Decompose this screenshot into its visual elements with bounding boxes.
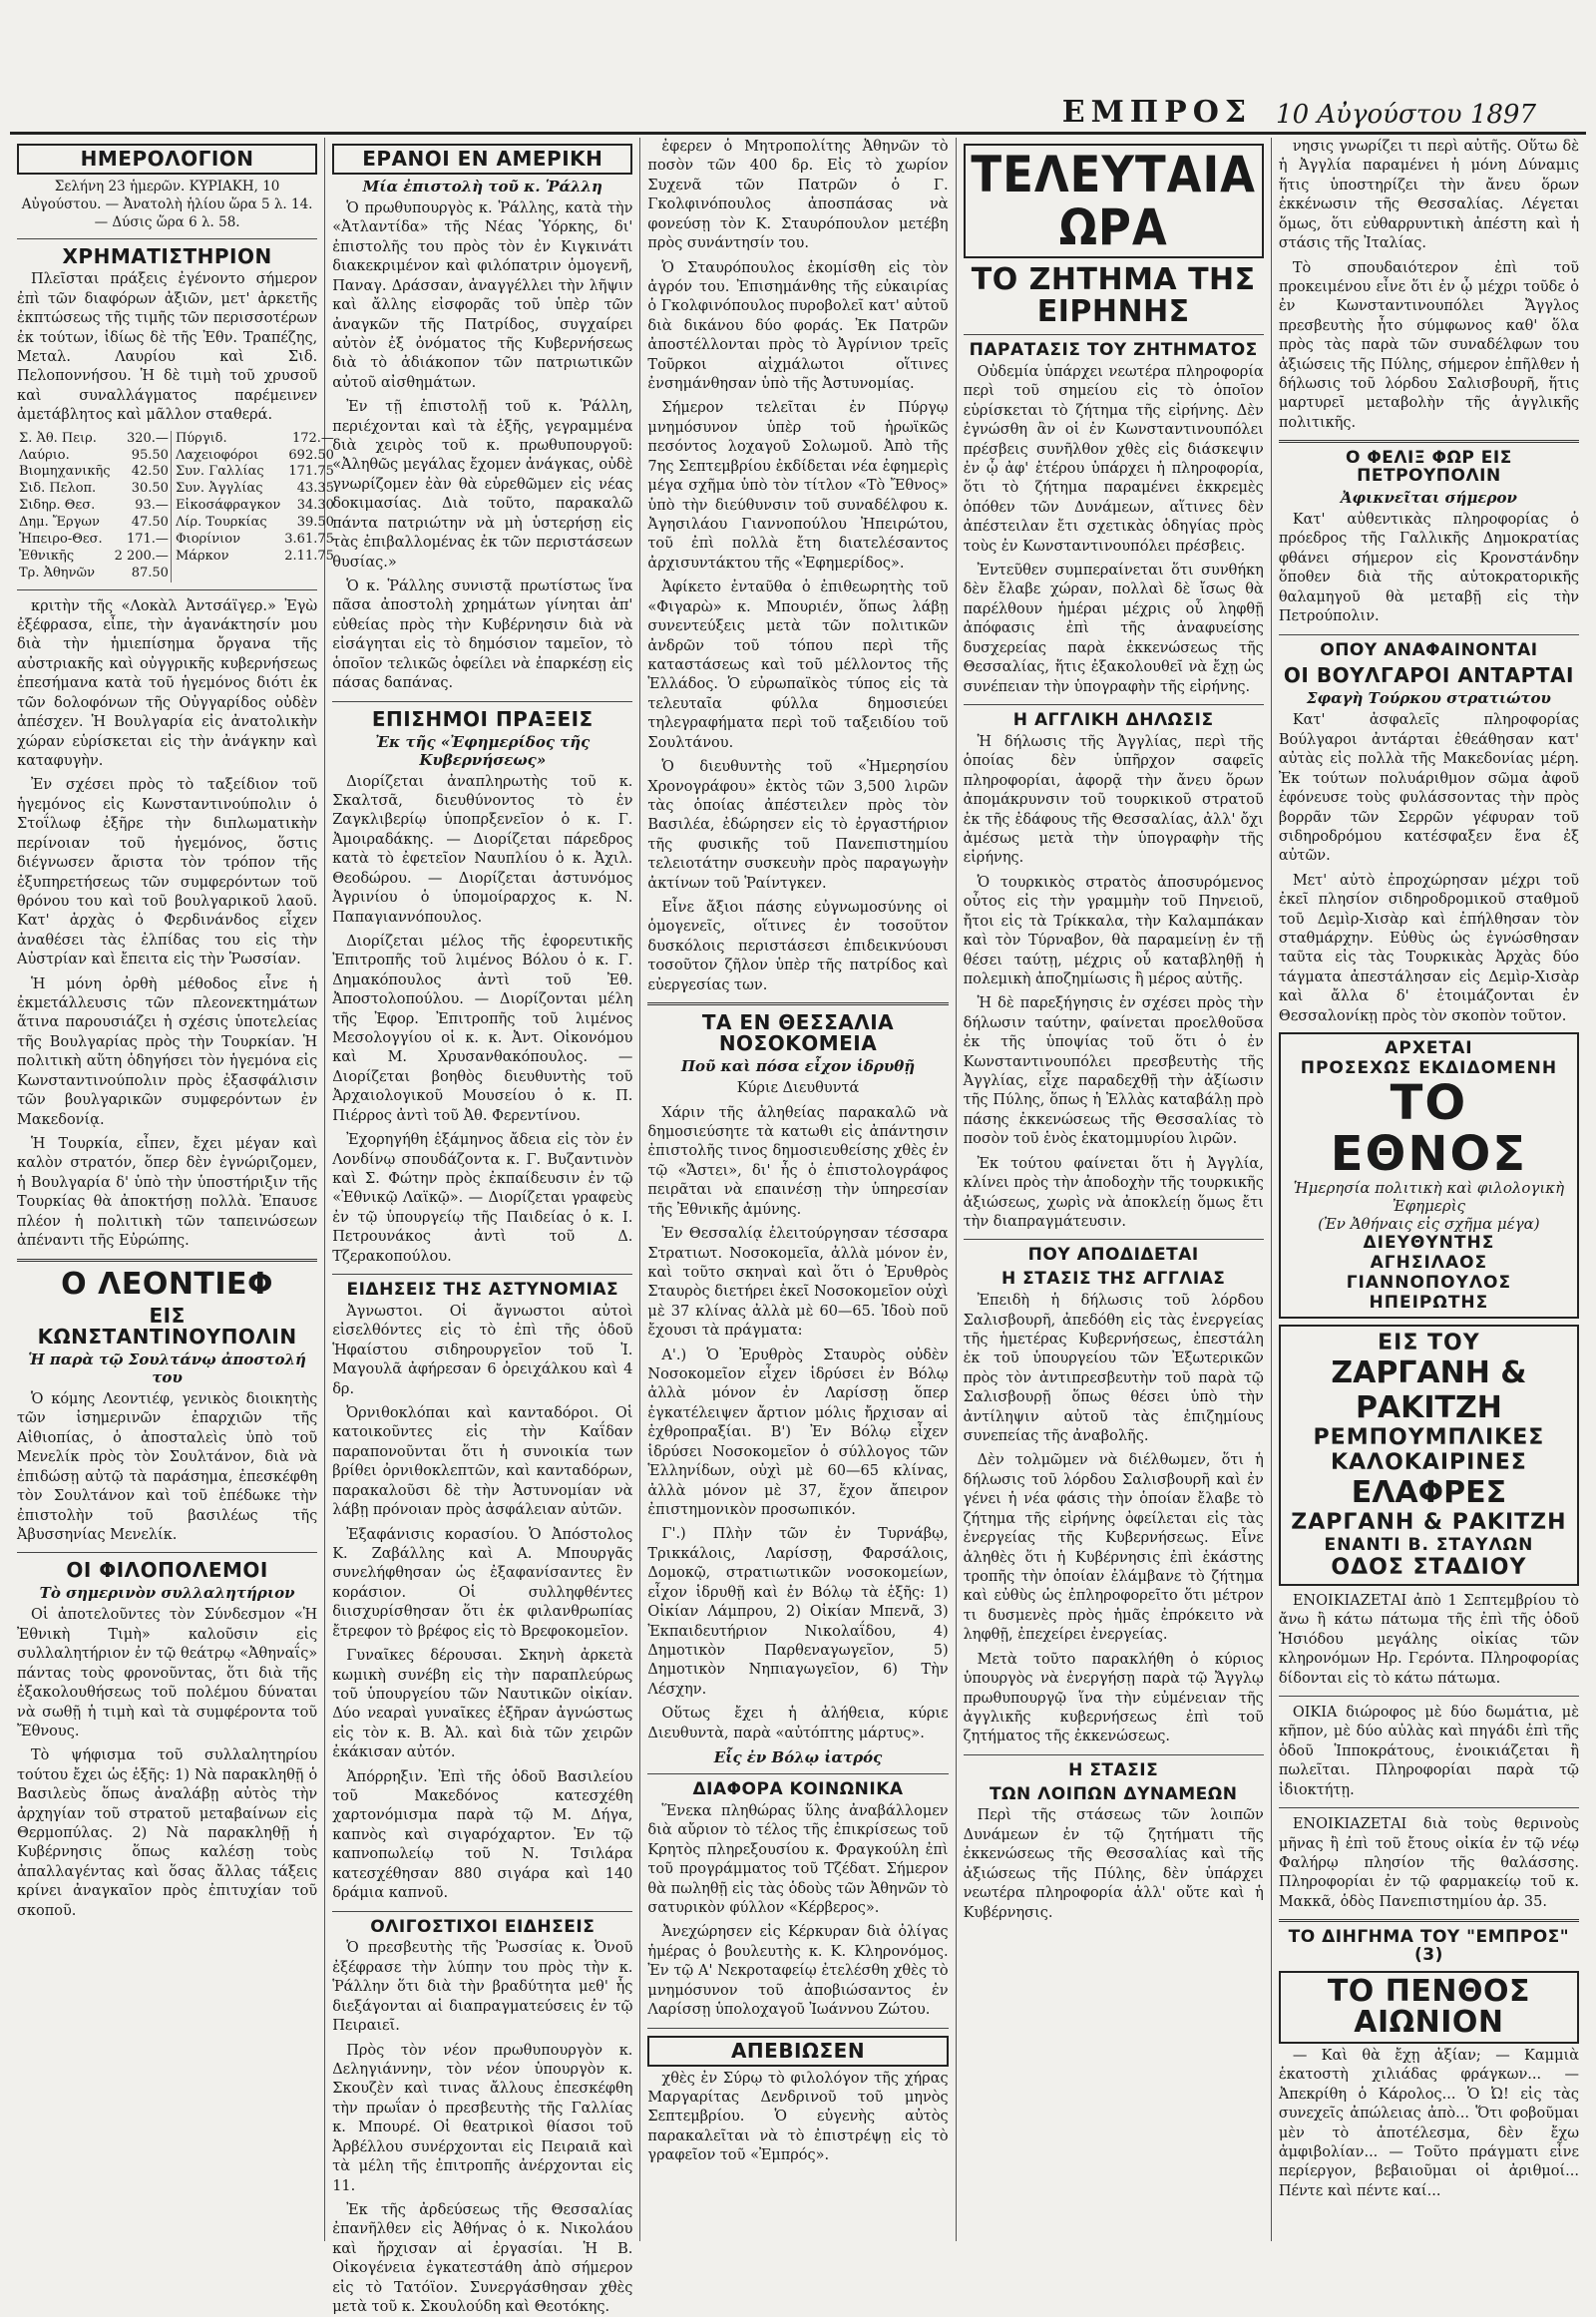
price-value: 2.11.75 [284,548,334,564]
article-text: Ἡ δὲ παρεξήγησις ἐν σχέσει πρὸς τὴν δήλωσιν ταύτην, φαίνεται προελθοῦσα ἐκ τῆς ὑποψίας τοῦ ὅτι ὁ ἐν Κωνσταντινουπόλει πρεσβευτὴς τῆς Ἀγγλίας, εἶχε παραδεχθῇ τὴν ἀξίωσιν τῆς Πύλης, ὅπως ἡ Ἑλλὰς καταβάλῃ πρὸ πάσης ἐκκενώσεως τῆς Θεσσαλίας τὸ ποσὸν τοῦ ἑνὸς ἑκατομμυρίου λιρῶν. [963,995,1264,1148]
police-heading: ΕΙΔΗΣΕΙΣ ΤΗΣ ΑΣΤΥΝΟΜΙΑΣ [346,1280,619,1301]
faure-heading: Ο ΦΕΛΙΞ ΦΩΡ ΕΙΣ ΠΕΤΡΟΥΠΟΛΙΝ [1345,448,1512,487]
article-text: Ἡ δήλωσις τῆς Ἀγγλίας, περὶ τῆς ὁποίας δὲν ὑπῆρχον σαφεῖς πληροφορίαι, ἀφορᾷ τὴν ἄνευ ὅρων ἀπομάκρυνσιν τοῦ τουρκικοῦ στρατοῦ ἐκ τῆς ἐδάφους τῆς Θεσσαλίας, ἀλλ' ὄχι ἀμέσως μετὰ τὴν ὑπογραφὴν τῆς εἰρήνης. [963,733,1264,867]
divider [1279,440,1579,443]
article-text: — Καὶ θὰ ἔχῃ ἀξίαν; — Καμμιὰ ἑκατοστὴ χιλιάδας φράγκων... — Ἀπεκρίθη ὁ Κάρολος... Ὁ Ὠ! εἰς τὰς συνεχεῖς ἀπώλειας ἀπὸ... Ὅτι φοβοῦμαι μὲν τὸ ἀποτέλεσμα, δὲν ἔχω ἀμφιβολίαν... — Τοῦτο πράγματι εἶνε περίεργον, βεβαιοῦμαι οἱ ἀριθμοί... Πέντε καὶ πέντε καί... [1278,2047,1580,2199]
article-text: Γυναῖκες δέρουσαι. Σκηνὴ ἀρκετὰ κωμικὴ συνέβη εἰς τὴν παραπλεύρως τοῦ ὑπουργείου τῶν Ναυτικῶν οἰκίαν. Δύο νεαραὶ γυναῖκες ἐξῆραν ἀγνώστως εἰς τὸν κ. Β. Ἀλ. καὶ διὰ τῶν χειρῶν ἐκάκισαν αὐτόν. [332,1648,633,1761]
leontief-subheading: ΕΙΣ ΚΩΝΣΤΑΝΤΙΝΟΥΠΟΛΙΝ [37,1304,297,1350]
leontief-heading: Ο ΛΕΟΝΤΙΕΦ [61,1266,274,1302]
article-text: Δὲν τολμῶμεν νὰ διέλθωμεν, ὅτι ἡ δήλωσις τοῦ λόρδου Σαλισβουρῆ καὶ ἐν γένει ἡ νέα φάσις τὴν ὁποίαν ἔλαβε τὸ ζήτημα τῆς εἰρήνης ὀφείλεται εἰς τὰς ἐνεργείας τῆς Κυβερνήσεως. Εἶνε ἀληθὲς ὅτι ἡ Κυβέρνησις ἐπὶ ἑκάστης τροπῆς τὴν ὁποίαν ἐλάμβανε τὸ ζήτημα καὶ εὐθὺς ὡς ἐπληροφορεῖτο ὅτι μέτρον τι δυσμενὲς πρὸς ἡμᾶς ἐπρόκειτο νὰ ληφθῇ, ἐπεχείρει ἐνεργείας. [963,1452,1264,1644]
price-value: 172.— [291,430,334,446]
price-name: Συν. Γαλλίας [171,464,282,481]
article-text: Πρὸς τὸν νέον πρωθυπουργὸν κ. Δεληγιάννην, τὸν νέον ὑπουργὸν κ. Σκουζὲν καὶ τινας ἄλλους ἐπεσκέφθη τὴν πρωΐαν ὁ πρεσβευτὴς τῆς Γαλλίας κ. Μπουρέ. Οἱ θεατρικοὶ θίασοι τοῦ Ἀρβέλλου συνέρχονται εἰς Πειραιᾶ καὶ τὰ μέλη τῆς ἐπιτροπῆς ἀνέρχονται εἰς 11. [332,2042,633,2194]
article-text: Ἡ Τουρκία, εἶπεν, ἔχει μέγαν καὶ καλὸν στρατόν, ὅπερ δὲν ἐγνώριζομεν, ἡ Βουλγαρία δ' ὑπὸ τὴν ὑποστήριξιν τῆς Τουρκίας θὰ ἀποκτήσῃ πολλὰ. Ἐπαυσε πλέον ἡ πολιτικὴ τῶν ταπεινώσεων ἀπέναντι τῆς Εὐρώπης. [17,1136,318,1250]
article-text: Ἐν Θεσσαλίᾳ ἐλειτούργησαν τέσσαρα Στρατιωτ. Νοσοκομεῖα, ἀλλὰ μόνον ἐν, καὶ τοῦτο σκηναὶ καὶ ὅτι ὁ Ἐρυθρὸς Σταυρὸς διετήρει ἐκεῖ Νοσοκομεῖον οὐχὶ μὲ 37 κλίνας ἀλλὰ μὲ 60—65. Ἰδοὺ ποῦ ἔχουσι τὰ πράγματα: [647,1226,949,1340]
divider [1279,1919,1579,1922]
eranoi-heading: ΕΡΑΝΟΙ ΕΝ ΑΜΕΡΙΚΗ [332,144,632,175]
article-text: Ὀρνιθοκλόπαι καὶ κανταδόροι. Οἱ κατοικοῦντες εἰς τὴν Καΐδαν παραπονοῦνται ὅτι ἡ συνοικία των βρίθει ὀρνιθοκλεπτῶν, καὶ κανταδόρων, παρακαλοῦσι δὲ τὴν Ἀστυνομίαν νὰ λάβῃ πρόνοιαν πρὸς ἀσφάλειαν αὐτῶν. [332,1405,633,1519]
price-value: 87.50 [131,565,169,580]
ad-line: ΖΑΡΓΑΝΗ & ΡΑΚΙΤΖΗ [1291,1509,1567,1535]
divider [17,238,317,239]
price-value: 93.— [135,498,169,514]
article-text: Οἱ ἀποτελοῦντες τὸν Σύνδεσμον «Ἡ Ἐθνικὴ Τιμὴ» καλοῦσιν εἰς συλλαλητήριον ἐν τῷ θεάτρῳ «Ἀθηναΐς» πάντας τοὺς φρονοῦντας, ὅτι διὰ τῆς ἐξακολουθήσεως τοῦ πολέμου δύναται νὰ σωθῇ ἡ τιμὴ καὶ τὰ συμφέροντα τοῦ Ἔθνους. [17,1607,318,1739]
official-deck: Ἐκ τῆς «Ἐφημερίδος τῆς Κυβερνήσεως» [375,732,591,769]
classified-ad: ΟΙΚΙΑ διώροφος μὲ δύο δωμάτια, μὲ κῆπον, μὲ δύο αὐλὰς καὶ πηγάδι ἐπὶ τῆς ὁδοῦ Ἱπποκράτους, ἐνοικιάζεται ἢ πωλεῖται. Πληροφορίαι παρὰ τῷ ἰδιοκτήτῃ. [1278,1705,1580,1798]
peace-heading: ΤΟ ΖΗΤΗΜΑ ΤΗΣ ΕΙΡΗΝΗΣ [971,262,1256,329]
price-name: Λαύριο. [19,447,70,463]
article-text: Κατ' ἀσφαλεῖς πληροφορίας Βούλγαροι ἀντάρται ἐθεάθησαν κατ' αὐτὰς εἰς πολλὰ τῆς Μακεδονίας μέρη. Ἐκ τούτων πολυάριθμον σῶμα ἀφοῦ ἐφόνευσε τοὺς φυλάσσοντας τὴν πρὸς βορρᾶν τῶν Σερρῶν γέφυραν τοῦ σιδηροδρόμου κατέσφαξεν ἕνα ἐξ αὐτῶν. [1278,712,1580,865]
price-value: 39.50 [296,515,334,531]
ad-line: ΟΔΟΣ ΣΤΑΔΙΟΥ [1331,1554,1527,1580]
eranoi-deck: Μία ἐπιστολὴ τοῦ κ. Ῥάλλη [362,178,602,195]
price-name: Πύργιδ. [171,431,282,448]
ad-line: (Ἐν Ἀθήναις εἰς σχῆμα μέγα) [1318,1214,1540,1233]
ad-line: ΗΠΕΙΡΩΤΗΣ [1369,1292,1489,1313]
ad-line: Ἡμερησία πολιτικὴ καὶ φιλολογικὴ Ἐφημερὶς [1293,1178,1565,1215]
article-text: Ὁ διευθυντὴς τοῦ «Ἡμερησίου Χρονογράφου» ἐκτὸς τῶν 3,500 λιρῶν τὰς ὁποίας ἀπέστειλεν πρὸς τὸν Βασιλέα, ἐδώρησεν εἰς τὸ ἐργαστήριον τῆς φυσικῆς τοῦ Πανεπιστημίου τελειοτάτην συσκευὴν πρὸς παραγωγὴν ἀκτίνων τοῦ Ῥαίντγκεν. [647,759,949,892]
price-name [171,566,282,582]
bulgar-subheading: ΟΙ ΒΟΥΛΓΑΡΟΙ ΑΝΤΑΡΤΑΙ [1283,663,1574,688]
last-hour-heading: ΤΕΛΕΥΤΑΙΑ ΩΡΑ [964,144,1264,258]
price-value: 30.50 [131,481,169,497]
price-name: Τρ. Ἀθηνῶν [19,565,95,580]
stasis-heading: Η ΣΤΑΣΙΣ [1068,1759,1159,1780]
article-text: Ὁ πρωθυπουργὸς κ. Ῥάλλης, κατὰ τὴν «Ἀτλαντίδα» τῆς Νέας Ὑόρκης, δι' ἐπιστολῆς του πρὸς τὸν ἐν Κιγκινάτι διακεκριμένον καὶ φιλόπατριν ὁμογενῆ, Παναγ. Δράσσαν, ἀναγγέλλει τὴν λῆψιν καὶ ἄλλης εἰσφορᾶς τοῦ ὑπὲρ τῶν ἀναγκῶν τῆς Πατρίδος, συγχαίρει αὐτὸν ἐξ ὀνόματος τῆς Κυβερνήσεως διὰ τὸ ἀδιάκοπον τῶν πατριωτικῶν αὐτοῦ αἰσθημάτων. [332,200,633,391]
divider [17,1552,317,1553]
price-value: 3.61.75 [284,531,334,547]
ad-line: ΚΑΛΟΚΑΙΡΙΝΕΣ [1330,1449,1527,1475]
article-text: χθὲς ἐν Σύρῳ τὸ φιλολόγον τῆς χήρας Μαργαρίτας Δενδρινοῦ τοῦ μηνὸς Σεπτεμβρίου. Ὁ εὐγενὴς αὐτὸς παρακαλεῖται νὰ τὸ ἐπιστρέψῃ εἰς τὸ γραφεῖον τοῦ «Ἐμπρός». [647,2070,949,2164]
article-text: Τὸ ψήφισμα τοῦ συλλαλητηρίου τούτου ἔχει ὡς ἑξῆς: 1) Νὰ παρακληθῇ ὁ Βασιλεὺς ὅπως ἀναλάβῃ αὐτὸς τὴν ἀρχηγίαν τοῦ στρατοῦ μεταβαίνων εἰς Θερμοπύλας. 2) Νὰ παρακληθῇ ἡ Κυβέρνησις ὅπως καλέσῃ τοὺς ἀπαλλαγέντας καὶ ὅσας ἄλλας τάξεις κρίνει ἀναγκαῖον πρὸς ἐπιτυχίαν τοῦ σκοποῦ. [17,1747,318,1919]
price-value: 47.50 [131,515,169,531]
article-text: ἐφερεν ὁ Μητροπολίτης Ἀθηνῶν τὸ ποσὸν τῶν 400 δρ. Εἰς τὸ χωρίον Συχενᾶ τῶν Πατρῶν ὁ Γ. Γκολφινόπουλος ἀποσπάσας νὰ φονεύσῃ τὸν Κ. Σταυρόπουλον μετέβη πρὸς συνάντησίν του. [647,139,949,252]
divider [332,1911,632,1912]
article-text: Εἶνε ἄξιοι πάσης εὐγνωμοσύνης οἱ ὁμογενεῖς, οἵτινες ἐν τοσοῦτον δυσκόλοις περιστάσεσι ἐπιδεικνύουσι τοσοῦτον ζῆλον ὑπὲρ τῆς πατρίδος καὶ εὐεργεσίας των. [647,900,949,993]
ad-line: ΠΡΟΣΕΧΩΣ ΕΚΔΙΔΟΜΕΝΗ [1300,1058,1558,1079]
price-name: Ἠπειρο-Θεσ. [19,531,103,547]
article-text: Διορίζεται μέλος τῆς ἐφορευτικῆς Ἐπιτροπῆς τοῦ λιμένος Βόλου ὁ κ. Γ. Δημακόπουλος ἀντὶ τοῦ Ἐθ. Ἀποστολοπούλου. — Διορίζονται μέλη τῆς Ἐφορ. Ἐπιτροπῆς τοῦ λιμένος Μεσολογγίου οἱ κ. κ. Ἀντ. Οἰκονόμου καὶ Μ. Χρυσανθακόπουλος. — Διορίζεται βοηθὸς διευθυντὴς τοῦ Ἀρχαιολογικοῦ Μουσείου ὁ κ. Π. Πιέρρος ἀντὶ τοῦ Ἀθ. Φερεντίνου. [332,933,633,1124]
article-text: Ἀπόρρηξιν. Ἐπὶ τῆς ὁδοῦ Βασιλείου τοῦ Μακεδόνος κατεσχέθη χαρτονόμισμα παρὰ τῷ Μ. Δήγα, καπνὸς καὶ σιγαρόχαρτον. Ἐν τῷ καπνοπωλείῳ τοῦ Ν. Τσιλάρα κατεσχέθησαν 880 σιγάρα καὶ 140 δράμια καπνοῦ. [332,1768,633,1902]
masthead [200,92,1536,130]
ad-line: ΕΙΣ ΤΟΥ [1378,1330,1480,1355]
column-4 [957,138,1272,2241]
death-notice-heading: ΑΠΕΒΙΩΣΕΝ [647,2036,948,2067]
faure-deck: Ἀφικνεῖται σήμερον [1340,489,1517,508]
article-text: νησις γνωρίζει τι περὶ αὐτῆς. Οὕτω δὲ ἡ Ἀγγλία παραμένει ἡ μόνη Δύναμις ἥτις ὑποστηρίζει τὴν ἄνευ ὅρων ἐκκένωσιν τῆς Θεσσαλίας. Λέγεται ὅμως, ὅτι εὐθαρρυντικὴ ἀπέστη καὶ ἡ στάσις τῆς Ἰταλίας. [1278,139,1580,252]
price-value: 43.35 [296,481,334,497]
story-title: ΤΟ ΠΕΝΘΟΣ ΑΙΩΝΙΟΝ [1279,1971,1579,2044]
columns [10,138,1586,2316]
calendar-text: Σελήνη 23 ἡμερῶν. ΚΥΡΙΑΚΗ, 10 Αὐγούστου. — Ἀνατολὴ ἡλίου ὥρα 5 λ. 14. — Δύσις ὥρα 6 λ. 58. [21,179,313,231]
divider [17,589,317,590]
classified-ad: ΕΝΟΙΚΙΑΖΕΤΑΙ ἀπὸ 1 Σεπτεμβρίου τὸ ἄνω ἢ κάτω πάτωμα τῆς ἐπὶ τῆς ὁδοῦ Ἡσιόδου μεγάλης οἰκίας τῶν κληρονόμων Ηρ. Γερόντα. Πληροφορίας δίδονται εἰς τὸ κάτω πάτωμα. [1278,1592,1580,1687]
article-text: Γ'.) Πλὴν τῶν ἐν Τυρνάβῳ, Τρικκάλοις, Λαρίσσῃ, Φαρσάλοις, Δομοκῷ, στρατιωτικῶν νοσοκομείων, εἶχον ἱδρυθῇ καὶ ἐν Βόλῳ τὰ ἑξῆς: 1) Οἰκίαν Λάμπρου, 2) Οἰκίαν Μπενᾶ, 3) Ἐκπαιδευτήριον Νικολαΐδου, 4) Δημοτικὸν Παρθεναγωγεῖον, 5) Δημοτικὸν Νηπιαγωγεῖον, 6) Τὴν Λέσχην. [647,1526,949,1698]
article-text: Ἐν τῇ ἐπιστολῇ τοῦ κ. Ῥάλλη, περιέχονται καὶ τὰ ἑξῆς, γεγραμμένα διὰ χειρὸς τοῦ κ. πρωθυπουργοῦ: «Ἀληθῶς μεγάλας ἔχομεν ἀνάγκας, οὐδὲ γνωρίζομεν ἐὰν θὰ εὑρεθῶμεν εἰς νέας δοκιμασίας. Διὰ τοῦτο, παρακαλῶ πάντα πατριώτην νὰ μὴ ὑστερήσῃ εἰς τὰς ἐπιβαλλομένας ἐκ τῶν περιστάσεων θυσίας.» [332,399,633,571]
ad-line: ΑΓΗΣΙΛΑΟΣ ΓΙΑΝΝΟΠΟΥΛΟΣ [1346,1252,1512,1293]
price-row [17,549,336,566]
price-row [17,481,336,498]
article-text: Ὁ κ. Ῥάλλης συνιστᾷ πρωτίστως ἵνα πᾶσα ἀποστολὴ χρημάτων γίνηται ἀπ' εὐθείας πρὸς τὴν Κυβέρνησιν διὰ νὰ εἰσάγηται εἰς τὸ δημόσιον ταμεῖον, τὸ ὁποῖον τελικῶς ὀφείλει νὰ ἐπαρκέσῃ εἰς πάσας δαπάνας. [332,579,633,692]
price-value: 171.75 [288,464,334,480]
article-text: Ἀφίκετο ἐνταῦθα ὁ ἐπιθεωρητὴς τοῦ «Φιγαρὼ» κ. Μπουριέν, ὅπως λάβῃ συνεντεύξεις μετὰ τῶν πολιτικῶν ἀνδρῶν τοῦ τόπου περὶ τῆς καταστάσεως καὶ τοῦ μέλλοντος τῆς Ἑλλάδος. Ὁ εὐρωπαϊκὸς τύπος εἰς τὰ τελευταῖα φύλλα δημοσιεύει τηλεγραφήματα περὶ τοῦ ταξειδίου τοῦ Σουλτάνου. [647,579,949,751]
article-text: Ἀνεχώρησεν εἰς Κέρκυραν διὰ ὀλίγας ἡμέρας ὁ βουλευτὴς κ. Κ. Κληρονόμος. Ἐν τῷ Α' Νεκροταφείῳ ἐτελέσθη χθὲς τὸ μνημόσυνον τοῦ ἀποβιώσαντος ἐν Λαρίσσῃ ὑπολοχαγοῦ Ἰωάννου Ζώτου. [647,1924,949,2019]
article-text: Οὐδεμία ὑπάρχει νεωτέρα πληροφορία περὶ τοῦ σημείου εἰς τὸ ὁποῖον εὑρίσκεται τὸ ζήτημα τῆς εἰρήνης. Δὲν ἐγνώσθη ἂν οἱ ἐν Κωνσταντινουπόλει πρέσβεις συνῆλθον χθὲς εἰς διάσκεψιν ἐν ᾧ ἀφ' ἑτέρου ὑπάρχει ἡ πληροφορία, ὅτι τὸ ζήτημα παραμένει ἐκκρεμὲς ὁπόθεν τῶν Δυνάμεων, αἵτινες δὲν ἀπέστειλαν ἔτι σχετικὰς ὁδηγίας πρὸς τοὺς ἐν Κωνσταντινουπόλει πρέσβεις. [963,363,1264,555]
article-text: Ἐπειδὴ ἡ δήλωσις τοῦ λόρδου Σαλισβουρῆ, ἀπεδόθη εἰς τὰς ἐνεργείας τῆς ἡμετέρας Κυβερνήσεως, ἐπεστάλη ἐκ τοῦ ὑπουργείου τῶν Ἐξωτερικῶν πρὸς τὸν ἀντιπρεσβευτὴν τοῦ παρὰ τῷ Σαλισβουρῇ ὅπως θέσει ὑπὸ τὴν ἀντίληψιν αὐτοῦ τὰς ἐπιζημίους συνεπείας τῆς ἀναβολῆς. [963,1293,1264,1445]
price-name: Εἰκοσάφραγκον [171,498,282,515]
divider [1279,1696,1579,1697]
english-heading: Η ΑΓΓΛΙΚΗ ΔΗΛΩΣΙΣ [1012,710,1214,731]
article-text: Ἐντεῦθεν συμπεραίνεται ὅτι συνθήκη δὲν ἔλαβε χώραν, πολλαὶ δὲ ἴσως θὰ παρέλθουν ἡμέραι μέχρις οὗ ληφθῇ ἀπόφασις ἐπὶ τῆς ἀναφυείσης δυσχερείας παρὰ ἐκκενώσεως τῆς Θεσσαλίας, ἥτις ἐξακολουθεῖ νὰ ἔχῃ ὡς συνέπειαν τὴν ὑπογραφὴν τῆς εἰρήνης. [963,563,1264,695]
price-row [17,498,336,515]
price-row [17,448,336,465]
price-name: Συν. Ἀγγλίας [171,481,282,498]
ad-line: ΔΙΕΥΘΥΝΤΗΣ [1363,1232,1495,1253]
price-name: Μάρκον [171,549,282,566]
article-text: Οὕτως ἔχει ἡ ἀλήθεια, κύριε Διευθυντὰ, παρὰ «αὐτόπτης μάρτυς». [647,1706,949,1741]
column-1 [10,138,334,2241]
article-text: Ἡ μόνη ὀρθὴ μέθοδος εἶνε ἡ ἐκμετάλλευσις τῶν πλεονεκτημάτων ἅτινα παρουσιάζει ἡ σχέσις ὑποτελείας τῆς Βουλγαρίας πρὸς τὴν Τουρκίαν. Ἡ πολιτικὴ αὕτη ὁδηγήσει τὸν ἡγεμόνα εἰς Κωνσταντινούπολιν πρὸς ἐξασφάλισιν τῶν βουλγαρικῶν συμφερόντων ἐν Μακεδονίᾳ. [17,975,318,1128]
ethnos-advert [1279,1032,1579,1319]
classified-ad: ΕΝΟΙΚΙΑΖΕΤΑΙ διὰ τοὺς θερινοὺς μῆνας ἢ ἐπὶ τοῦ ἔτους οἰκία ἐν τῷ νέῳ Φαλήρῳ πλησίον τῆς θαλάσσης. Πληροφορίαι ἐν τῷ φαρμακείῳ τοῦ κ. Μακκᾶ, ὁδὸς Πανεπιστημίου ἀρ. 35. [1278,1816,1580,1910]
article-text: Μετ' αὐτὸ ἐπροχώρησαν μέχρι τοῦ ἐκεῖ πλησίον σιδηροδρομικοῦ σταθμοῦ τοῦ Δεμὶρ-Χισὰρ καὶ ἐπήλθησαν τὸν σταθμάρχην. Εὐθὺς ὡς ἐγνώσθησαν ταῦτα εἰς τὰς Τουρκικὰς Ἀρχὰς δύο τάγματα ἀπεστάλησαν εἰς Δεμὶρ-Χισὰρ καὶ ἄλλα δ' ἑτοιμάζονται ἐν Θεσσαλονίκῃ πρὸς τὸν σκοπὸν τοῦτον. [1278,872,1580,1024]
paper-name: ΕΜΠΡΟΣ [1061,95,1253,130]
price-name: Βιομηχανικῆς [19,464,111,480]
price-row [17,566,336,582]
column-3 [640,138,956,2241]
divider [332,1274,632,1275]
divider [17,1259,317,1262]
article-text: Περὶ τῆς στάσεως τῶν λοιπῶν Δυνάμεων ἐν τῷ ζητήματι τῆς ἐκκενώσεως τῆς Θεσσαλίας καὶ τῆς ἀξιώσεως τῆς Πύλης, δὲν ὑπάρχει νεωτέρα πληροφορία ἀλλ' οὔτε καὶ ἡ Κυβέρνησις. [963,1807,1264,1921]
issue-date: 10 Αὐγούστου 1897 [1276,100,1536,130]
hat-shop-advert [1279,1325,1579,1586]
price-value: 2 200.— [114,548,169,564]
article-text: Ἐν σχέσει πρὸς τὸ ταξείδιον τοῦ ἡγεμόνος εἰς Κωνσταντινούπολιν ὁ Στοΐλωφ ἐξῆρε τὴν διπλωματικὴν περίνοιαν τοῦ ἡγεμόνος, ὅστις διέγνωσεν ἄριστα τὸν τρόπον τῆς ἐξυπηρετήσεως τῶν συμφερόντων τοῦ θρόνου του καὶ τοῦ βουλγαρικοῦ λαοῦ. Κατ' ἀρχὰς ὁ Φερδινάνδος εἶχεν ἀναθέσει τὰς ἐλπίδας του εἰς τὴν Αὐστρίαν καὶ ἔπειτα εἰς τὴν Ῥωσσίαν. [17,777,318,968]
phil-deck: Τὸ σημερινὸν συλλαλητήριον [39,1584,295,1603]
article-text: Ὁ κόμης Λεοντιέφ, γενικὸς διοικητὴς τῶν ἰσημερινῶν ἐπαρχιῶν τῆς Αἰθιοπίας, ὁ ἀποσταλεὶς ὑπὸ τοῦ Μενελίκ πρὸς τὸν Σουλτάνον, διὰ νὰ ἐπιδώσῃ αὐτῷ τὰ παράσημα, ἐπεσκέφθη τὸν Σουλτάνον καὶ τοῦ ἐπέδωκε τὴν ἐπιστολὴν τοῦ βασιλέως τῆς Ἀβυσσηνίας Μενελίκ. [17,1391,318,1543]
brief-heading: ΟΛΙΓΟΣΤΙΧΟΙ ΕΙΔΗΣΕΙΣ [370,1916,596,1937]
price-value: 692.50 [288,447,334,463]
price-value: 42.50 [131,464,169,480]
price-name: Δημ. Ἔργων [19,515,100,531]
article-text: Τὸ σπουδαιότερον ἐπὶ τοῦ προκειμένου εἶνε ὅτι ἐν ᾧ μέχρι τοῦδε ὁ ἐν Κωνσταντινουπόλει Ἄγγλος πρεσβευτὴς ἦτο σύμφωνος καθ' ὅλα πρὸς τὰς παρὰ τῶν συναδέλφων του ἀξιώσεις τῆς Πύλης, σήμερον ἐπῆλθεν ἡ δήλωσις τοῦ λόρδου Σαλισβουρῆ, ἥτις μαρτυρεῖ μεταβολὴν τῆς ἀγγλικῆς πολιτικῆς. [1278,259,1580,431]
price-name: Σιδηρ. Θεσ. [19,498,96,514]
price-row [17,431,336,448]
article-text: Α'.) Ὁ Ἐρυθρὸς Σταυρὸς οὐδὲν Νοσοκομεῖον εἶχεν ἱδρύσει ἐν Βόλῳ ἀλλὰ μόνον ἐν Λαρίσσῃ ὅπερ ἐγκατέλειψεν ἄρτιον μόλις ἤρχισαν αἱ ἐχθροπραξίαι. Β') Ἐν Βόλῳ εἶχεν ἱδρύσει Νοσοκομεῖον ὁ σύλλογος τῶν Ἑλληνίδων, οὐχὶ μὲ 60—65 κλίνας, ἀλλὰ μόνον μὲ 37, ἔχον ἄπειρον ἐπιστημονικὸν προσωπικόν. [647,1347,949,1518]
article-text: Χάριν τῆς ἀληθείας παρακαλῶ νὰ δημοσιεύσητε τὰ κατωθι εἰς ἀπάντησιν ἐπιστολῆς τινος δημοσιευθείσης χθὲς ἐν τῷ «Ἄστει», δι' ἧς ὁ ἐπιστολογράφος πειρᾶται νὰ επαινέσῃ τὴν ὑπηρεσίαν τῆς Ἐθνικῆς ἀμύνης. [647,1104,949,1218]
stasis-subheading: ΤΩΝ ΛΟΙΠΩΝ ΔΥΝΑΜΕΩΝ [989,1783,1238,1804]
article-text: Κατ' αὐθεντικὰς πληροφορίας ὁ πρόεδρος τῆς Γαλλικῆς Δημοκρατίας φθάνει σήμερον εἰς Κρονστάνδην ὅποθεν διὰ τῆς αὐτοκρατορικῆς θαλαμηγοῦ θὰ μεταβῇ εἰς τὴν Πετρούπολιν. [1278,512,1580,625]
exchange-text: Πλεῖσται πράξεις ἐγένοντο σήμερον ἐπὶ τῶν διαφόρων ἀξιῶν, μετ' ἀρκετῆς ἐκπτώσεως τῆς τιμῆς τῶν περισσοτέρων ἐκ τούτων, ἰδίως δὲ τῆς Ἐθν. Τραπέζης, Μεταλ. Λαυρίου καὶ Σιδ. Πελοποννήσου. Ἡ δὲ τιμὴ τοῦ χρυσοῦ καὶ συναλλάγματος παρέμεινεν ἀμετάβλητος καὶ μᾶλλον σταθερά. [17,271,318,424]
price-value: 95.50 [131,447,169,463]
price-value: 171.— [126,531,169,547]
divider [647,1773,948,1774]
price-name: Φιορίνιον [171,532,282,549]
divider [647,2028,948,2029]
bulgar-heading: ΟΠΟΥ ΑΝΑΦΑΙΝΟΝΤΑΙ [1320,639,1538,660]
masthead-rule [10,132,1586,135]
ad-line: ΕΛΑΦΡΕΣ [1351,1474,1507,1510]
article-text: Ἀγνωστοι. Οἱ ἄγνωστοι αὐτοὶ εἰσελθόντες εἰς τὸ ἐπὶ τῆς ὁδοῦ Ἡφαίστου σιδηρουργεῖον τοῦ Ἰ. Μαγουλᾶ ἀφήρεσαν 6 ὀρειχάλκου καὶ 4 δρ. [332,1303,633,1397]
denied-heading: ΠΟΥ ΑΠΟΔΙΔΕΤΑΙ [1027,1245,1199,1266]
price-name: Σιδ. Πελοπ. [19,481,97,497]
article-text: Ἐξαφάνισις κορασίου. Ὁ Ἀπόστολος Κ. Ζαβάλλης καὶ Α. Μπουργᾶς συνελήφθησαν ὡς ἐξαφανίσαντες ἓν κοράσιον. Οἱ συλληφθέντες διισχυρίσθησαν ὅτι ἐκ φιλανθρωπίας ἔτρεφον τὸ βρέφος εἰς τὸ Βρεφοκομεῖον. [332,1526,633,1640]
price-name: Ἐθνικῆς [19,548,75,564]
article-text: Ὁ Σταυρόπουλος ἐκομίσθη εἰς τὸν ἀγρόν του. Ἐπισημάνθης τῆς εὐκαιρίας ὁ Γκολφινόπουλος πυροβολεῖ κατ' αὐτοῦ διὰ δικάνου δύο φοράς. Ἐκ Πατρῶν ἀποστέλλονται πρὸς τὸ Ἀγρίνιον τρεῖς Τοῦρκοι αἰχμάλωτοι οἵτινες ἐνσημάνθησαν ὑπὸ τῆς Ἀστυνομίας. [647,259,949,393]
hospitals-greeting: Κύριε Διευθυντά [736,1080,860,1097]
price-name: Σ. Ἀθ. Πειρ. [19,430,97,446]
column-2 [325,138,640,2316]
story-heading: ΤΟ ΔΙΗΓΗΜΑ ΤΟΥ "ΕΜΠΡΟΣ" (3) [1288,1927,1570,1966]
divider [1279,634,1579,635]
hospitals-deck: Ποῦ καὶ πόσα εἶχον ἱδρυθῇ [680,1057,916,1076]
leontief-deck: Ἡ παρὰ τῷ Σουλτάνῳ ἀποστολή του [28,1351,306,1387]
article-text: Ἐκ τούτου φαίνεται ὅτι ἡ Ἀγγλία, κλίνει πρὸς τὴν ἀποδοχὴν τῆς τουρκικῆς ἀξιώσεως, χωρὶς νὰ ἀποκλείῃ ὅμως ἔτι τὴν διαπραγμάτευσιν. [963,1155,1264,1230]
article-text: Μετὰ τοῦτο παρακλήθη ὁ κύριος ὑπουργὸς νὰ ἐνεργήσῃ παρὰ τῷ Ἄγγλῳ πρωθυπουργῷ ἵνα τὴν εὐμένειαν τῆς ἀγγλικῆς κυβερνήσεως ἐπὶ τοῦ ζητήματος τῆς ἐκκενώσεως. [963,1651,1264,1745]
hospitals-signature: Εἷς ἐν Βόλῳ ἰατρός [713,1748,883,1767]
divider [964,1239,1264,1240]
bulgar-deck: Σφαγὴ Τούρκου στρατιώτου [1306,689,1551,708]
price-row [17,464,336,481]
hospitals-heading: ΤΑ ΕΝ ΘΕΣΣΑΛΙΑ ΝΟΣΟΚΟΜΕΙΑ [701,1010,895,1056]
column-5 [1272,138,1586,2241]
divider [1279,1807,1579,1808]
calendar-heading: ΗΜΕΡΟΛΟΓΙΟΝ [17,144,317,175]
article-text: Ἐχορηγήθη ἑξάμηνος ἄδεια εἰς τὸν ἐν Λονδίνῳ σπουδάζοντα κ. Γ. Βυζαντινὸν καὶ Σ. Φώτην πρὸς ἐκπαίδευσιν ἐν τῷ «Ἐθνικῷ Λαϊκῷ». — Διορίζεται γραφεὺς ἐν τῷ ὑπουργείῳ τῆς Παιδείας ὁ κ. Ι. Πετρουνάκος ἀντὶ τοῦ Δ. Τζερακοπούλου. [332,1132,633,1265]
exchange-heading: ΧΡΗΜΑΤΙΣΤΗΡΙΟΝ [62,244,272,269]
price-table [17,431,336,582]
price-name: Λίρ. Τουρκίας [171,515,282,532]
article-text: Ὁ πρεσβευτὴς τῆς Ῥωσσίας κ. Ὀνοῦ ἐξέφρασε τὴν λύπην του πρὸς τὴν κ. Ῥάλλην ὅτι διὰ τὴν βραδύτητα μεθ' ἧς διεξάγονται αἱ διαπραγματεύσεις ἐν τῷ Πειραιεῖ. [332,1940,633,2035]
ad-title: ΤΟ ΕΘΝΟΣ [1330,1075,1528,1182]
ad-line: ΑΡΧΕΤΑΙ [1385,1038,1473,1059]
ad-title: ΖΑΡΓΑΝΗ & ΡΑΚΙΤΖΗ [1331,1354,1527,1425]
denied-subheading: Η ΣΤΑΣΙΣ ΤΗΣ ΑΓΓΛΙΑΣ [1001,1269,1226,1290]
divider [964,1754,1264,1755]
official-heading: ΕΠΙΣΗΜΟΙ ΠΡΑΞΕΙΣ [371,706,594,731]
price-value: 320.— [126,430,169,446]
price-name: Λαχειοφόροι [171,448,282,465]
article-text: Ἐκ τῆς ἀρδεύσεως τῆς Θεσσαλίας ἐπανῆλθεν εἰς Ἀθήνας ὁ κ. Νικολάου καὶ ἤρχισαν αἱ ἐργασίαι. Ἡ Β. Οἰκογένεια ἐγκατεστάθη ἀπὸ σήμερον εἰς τὸ Τατόϊον. Συνεργάσθησαν χθὲς μετὰ τοῦ κ. Σκουλούδη καὶ Θεοτόκης. [332,2201,633,2316]
price-row [17,532,336,549]
divider [332,701,632,702]
insist-heading: ΠΑΡΑΤΑΣΙΣ ΤΟΥ ΖΗΤΗΜΑΤΟΣ [969,340,1258,360]
article-text: Διορίζεται ἀναπληρωτὴς τοῦ κ. Σκαλτσᾶ, διευθύνοντος τὸ ἐν Ζαγκλιβερίῳ ὑποπρξενεῖον ὁ κ. Γ. Ἀμοιραδάκης. — Διορίζεται πάρεδρος κατὰ τὸ ἐφετεῖον Ναυπλίου ὁ κ. Ἀχιλ. Θεοδώρου. — Διορίζεται ἀστυνόμος Ἀγρινίου ὁ ὑπομοίραρχος κ. Ν. Παπαγιαννόπουλος. [332,773,633,926]
article-text: Ὁ τουρκικὸς στρατὸς ἀποσυρόμενος οὗτος εἰς τὴν γραμμὴν τοῦ Πηνειοῦ, ἤτοι εἰς τὰ Τρίκκαλα, τὴν Καλαμπάκαν καὶ τὸν Τύρναβον, θὰ παραμείνῃ ἐν τῇ θέσει ταύτῃ, μέχρις οὗ καταβληθῇ ἡ πολεμικὴ ἀποζημίωσις ἢ μέρος αὐτῆς. [963,874,1264,987]
price-value: 34.30 [296,498,334,514]
ad-line: ΡΕΜΠΟΥΜΠΛΙΚΕΣ [1313,1424,1545,1450]
divider [647,1002,948,1005]
article-text: κριτὴν τῆς «Λοκὰλ Ἀντσάϊγερ.» Ἐγὼ ἐξέφρασα, εἶπε, τὴν ἀγανάκτησίν μου διὰ τὴν ἡμιεπίσημα ὄργανα τῆς αὐστριακῆς καὶ οὐγγρικῆς κυβερνήσεως ἐπεσήμανα κατὰ τοῦ ἡγεμόνος διότι ἐκ τῶν δολοφόνων τῆς Οὐγγαρίδος οὐδὲν ἀπέσχεν. Ἡ Βουλγαρία εἰς ἀνατολικὴν χώραν εὑρίσκεται εἰς τὴν ἀνάγκην καὶ καταφυγὴν. [17,597,318,769]
article-text: Σήμερον τελεῖται ἐν Πύργῳ μνημόσυνον ὑπὲρ τοῦ ἡρωϊκῶς πεσόντος λοχαγοῦ Σολωμοῦ. Ἀπὸ τῆς 7ης Σεπτεμβρίου ἐκδίδεται νέα ἐφημερὶς μέγα σχῆμα ὑπὸ τὸν τίτλον «Τὸ Ἔθνος» ὑπὸ τὴν διεύθυνσιν τοῦ συναδέλφου κ. Ἀγησιλάου Γιαννοπούλου Ἠπειρώτου, τοῦ ἐπὶ πολλὰ ἔτη διατελέσαντος ἀρχισυντάκτου τῆς «Ἐφημερίδος». [647,400,949,572]
article-text: Ἕνεκα πληθώρας ὕλης ἀναβάλλομεν διὰ αὔριον τὸ τέλος τῆς ἐπικρίσεως τοῦ Κρητὸς πληρεξουσίου κ. Φραγκούλη ἐπὶ τοῦ προγράμματος τοῦ Τζέδατ. Σήμερον θὰ πωληθῇ εἰς τὰς ὁδοὺς τῶν Ἀθηνῶν τὸ σατυρικὸν φύλλον «Κέρβερος». [647,1802,949,1917]
price-row [17,515,336,532]
social-heading: ΔΙΑΦΟΡΑ ΚΟΙΝΩΝΙΚΑ [692,1779,904,1800]
divider [964,334,1264,335]
phil-heading: ΟΙ ΦΙΛΟΠΟΛΕΜΟΙ [66,1558,268,1583]
divider [964,704,1264,705]
ad-line: ΕΝΑΝΤΙ Β. ΣΤΑΥΛΩΝ [1324,1534,1534,1555]
